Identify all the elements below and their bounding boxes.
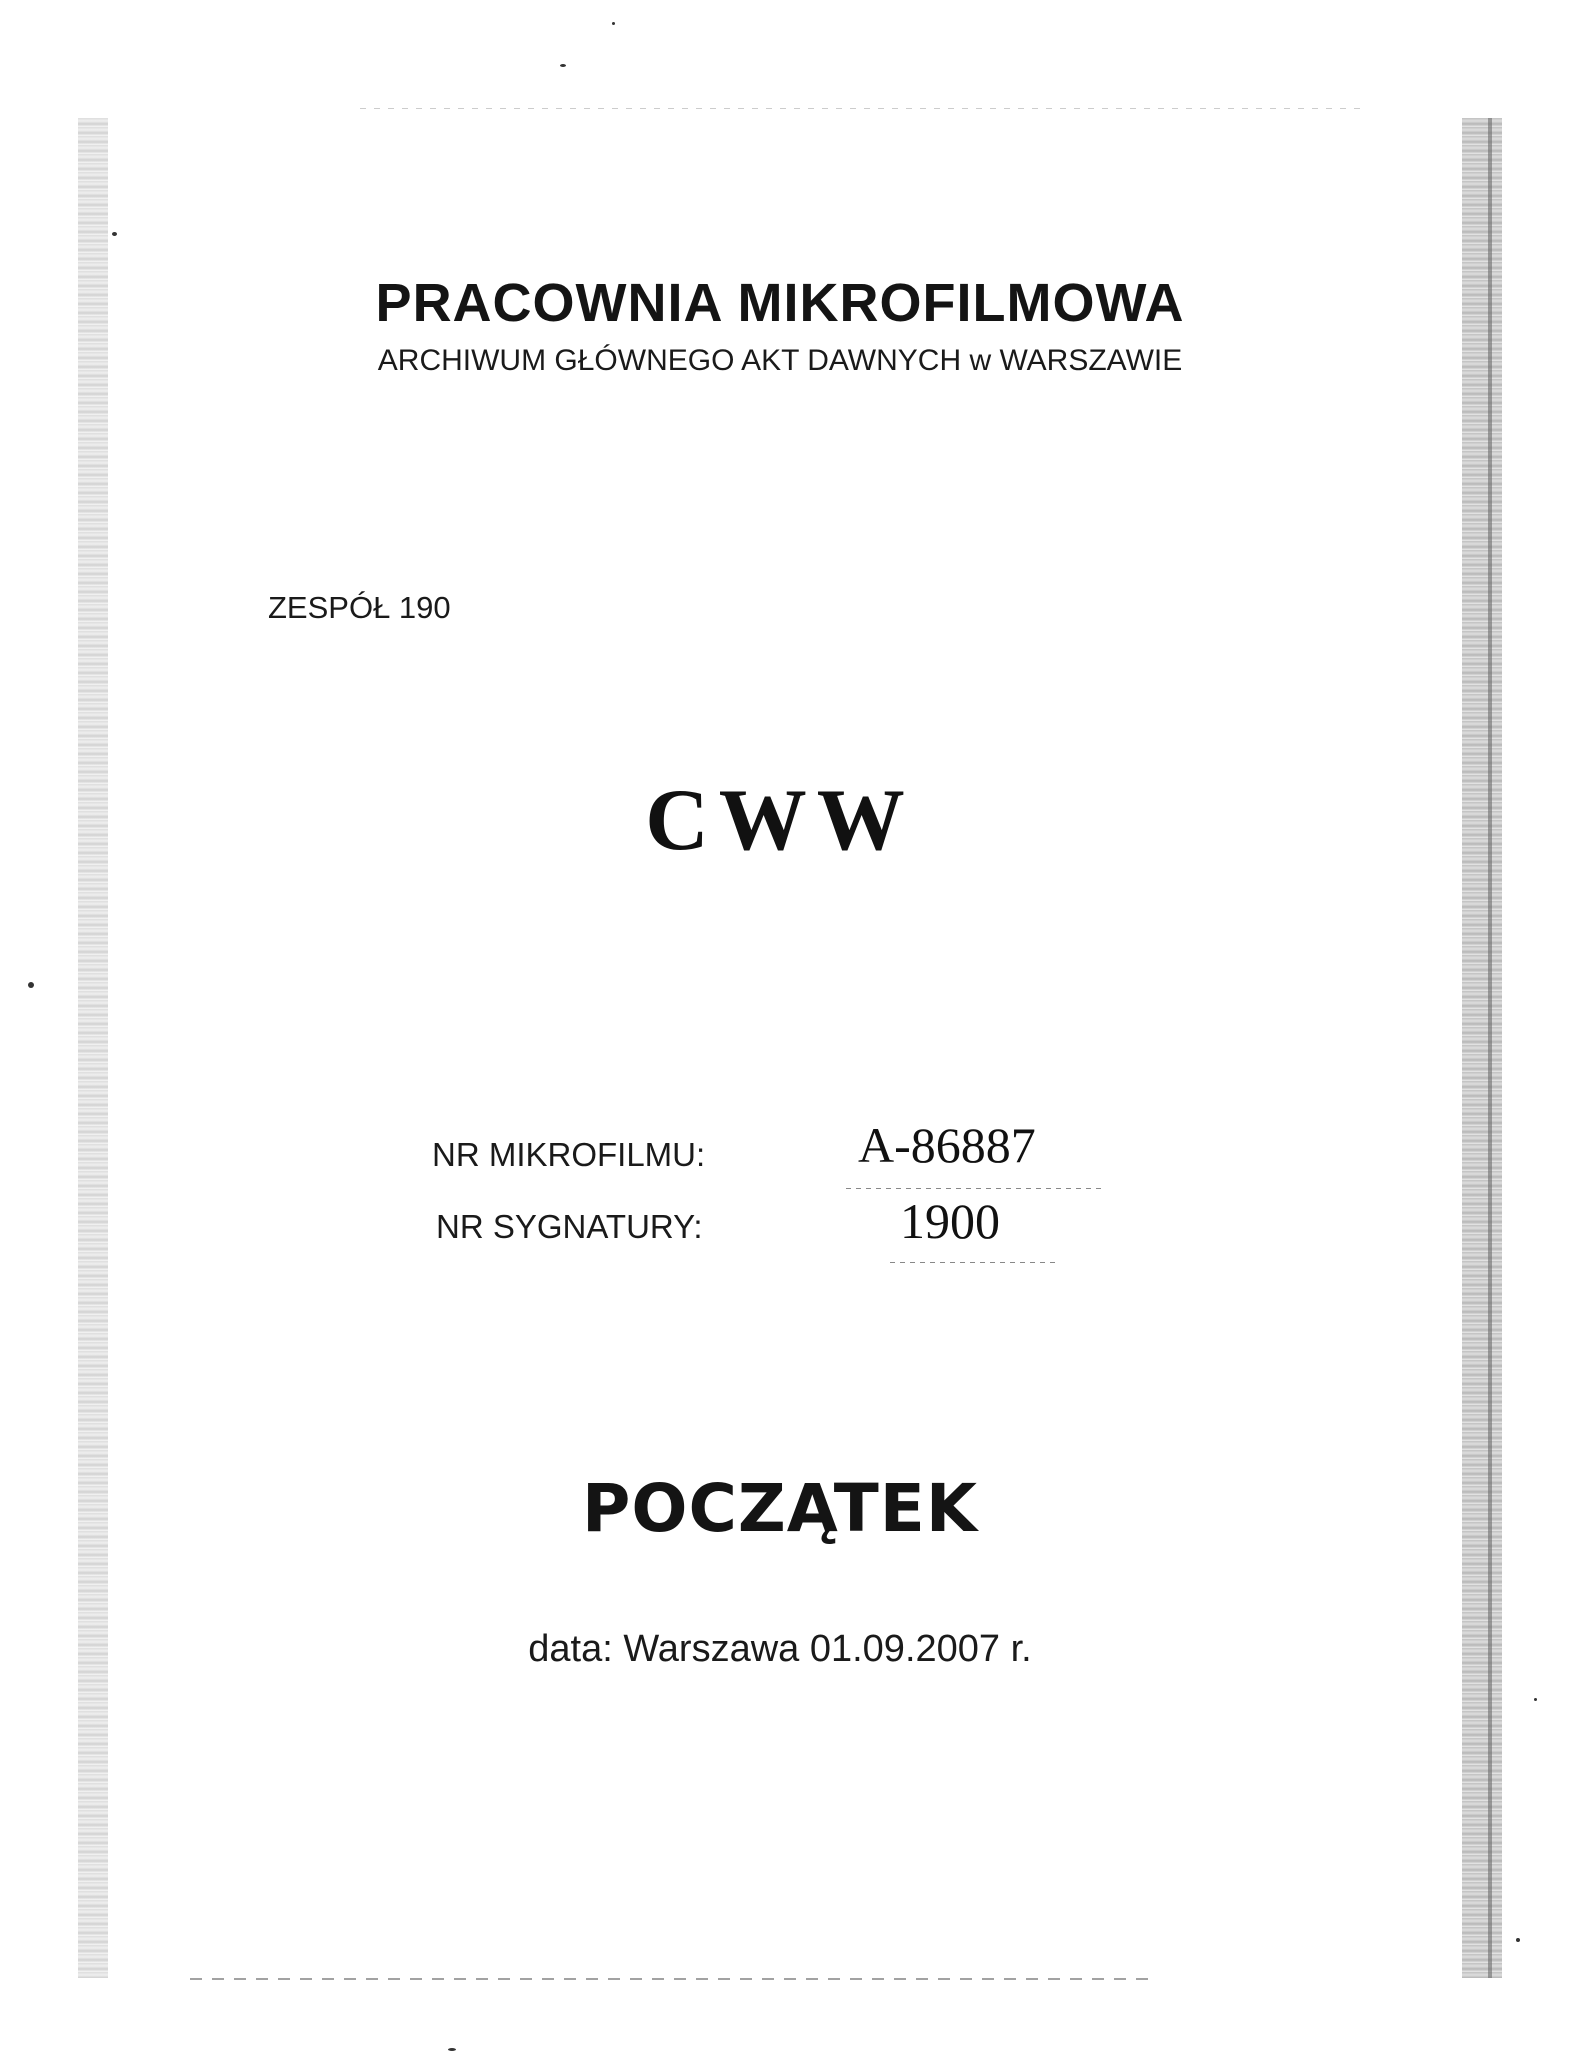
microfilm-number: A-86887 [858,1117,1036,1173]
scan-top-edge [360,108,1360,109]
signature-label: NR SYGNATURY: [436,1208,703,1245]
scan-speck [1534,1698,1537,1701]
scan-right-border-line [1488,118,1492,1978]
scan-speck [448,2048,456,2051]
document-title: PRACOWNIA MIKROFILMOWA [375,273,1185,333]
scan-speck [560,64,566,67]
microfilm-label: NR MIKROFILMU: [432,1136,706,1173]
start-marker: POCZĄTEK [582,1470,978,1547]
scan-speck [28,982,34,988]
document-subtitle: ARCHIWUM GŁÓWNEGO AKT DAWNYCH w WARSZAWIE [377,344,1183,377]
signature-number: 1900 [900,1193,1000,1249]
scan-right-edge [1462,118,1502,1978]
scan-left-edge [78,118,108,1978]
scan-speck [612,22,615,25]
microfilm-number-underline [846,1188,1106,1189]
scan-speck [112,232,117,236]
scan-bottom-edge [190,1978,1150,1980]
collection-label: ZESPÓŁ 190 [268,590,451,625]
fond-name: CWW [645,772,915,869]
signature-number-underline [890,1262,1060,1263]
scan-speck [1516,1938,1520,1942]
date-line: data: Warszawa 01.09.2007 r. [528,1628,1032,1670]
